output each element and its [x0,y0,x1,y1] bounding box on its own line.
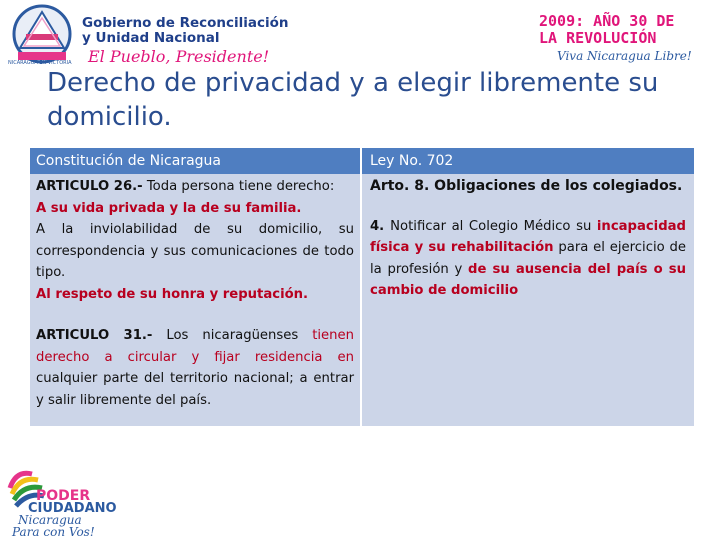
seal-caption: NICARAGUA EN VICTORIA [8,60,72,66]
constitution-cell [30,174,362,426]
government-logo [4,4,304,68]
article-31-label: ARTICULO 31.- [36,328,153,343]
column-header-law: Ley No. 702 [362,148,694,174]
article-26-text: Toda persona tiene derecho: [142,179,335,194]
revolution-year-logo [535,12,715,66]
item-4-highlight-2: de su ausencia del país o su cambio de domicilio [370,261,686,298]
article-31-text: ARTICULO 31.- Los nicaragüenses tienen derecho a circular y fijar residencia en cualquier parte del territorio nacional; a entrar y salir libremente del país. [36,328,354,408]
article-31-highlight: tienen derecho a circular y fijar residencia en [36,328,354,365]
poder-text: PODER [36,488,91,504]
table-header-row [30,148,694,174]
article-8-heading: Arto. 8. Obligaciones de los colegiados. [370,178,683,194]
gov-name-line2: y Unidad Nacional [82,30,220,46]
year-line1: 2009: AÑO 30 DE [539,12,675,30]
footer-slogan-2: Para con Vos! [12,525,95,538]
column-header-constitution: Constitución de Nicaragua [30,148,362,174]
gov-name-line1: Gobierno de Reconciliación [82,15,289,31]
year-slogan: Viva Nicaragua Libre! [557,49,692,63]
article-26-item-a: A su vida privada y la de su familia. [36,200,302,216]
article-26-item-b: A la inviolabilidad de su domicilio, su correspondencia y sus comunicaciones de todo tipo. [36,222,354,280]
article-8-item-4: 4. Notificar al Colegio Médico su incapacidad física y su rehabilitación para el ejercicio de la profesión y de su ausencia del país o su cambio de domicilio [370,218,687,298]
poder-ciudadano-logo [4,466,132,538]
nicaragua-seal-icon [14,6,70,62]
article-26-intro [36,176,354,198]
table-body-row [30,174,694,426]
comparison-table [30,148,694,426]
article-26-label: ARTICULO 26.- [36,179,143,194]
article-26-item-c: Al respeto de su honra y reputación. [36,286,309,302]
gov-slogan: El Pueblo, Presidente! [88,47,270,66]
item-4-highlight-1: incapacidad física y su rehabilitación [370,218,686,255]
footer-slogan-1: Nicaragua [18,513,82,527]
law-cell [362,174,694,426]
page-title: Derecho de privacidad y a elegir libremente su domicilio. [47,68,659,132]
ciudadano-text: CIUDADANO [28,501,117,516]
year-line2: LA REVOLUCIÓN [539,29,657,47]
